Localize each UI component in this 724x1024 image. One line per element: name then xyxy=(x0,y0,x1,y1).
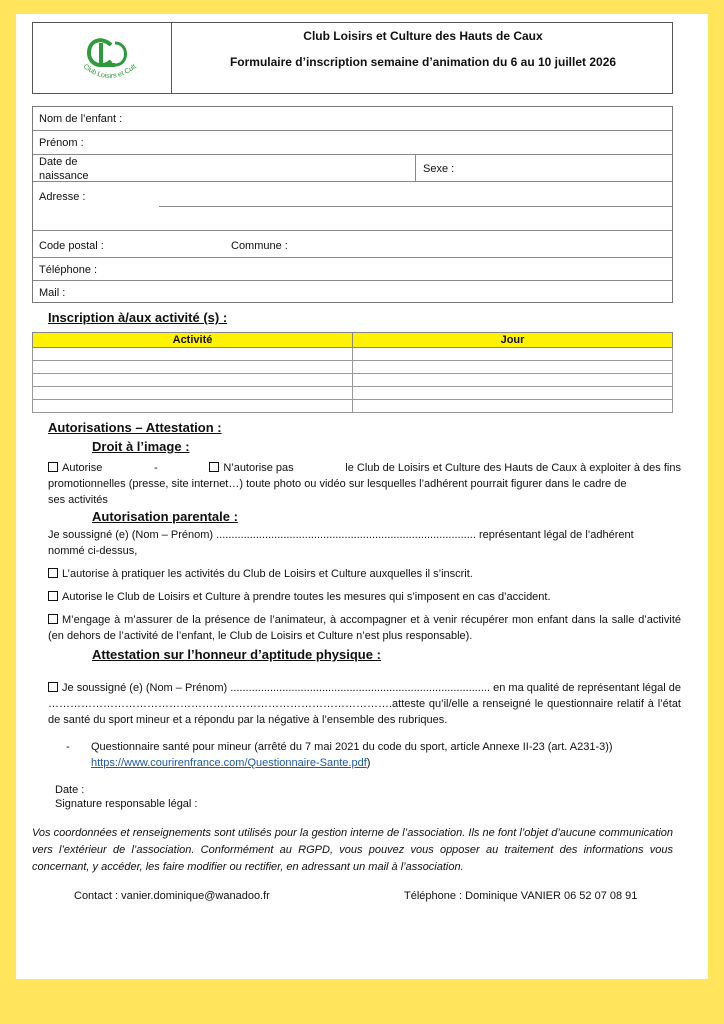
identity-form xyxy=(32,106,673,303)
check-1: L’autorise à pratiquer les activités du Club de Loisirs et Culture auxquelles il s’inscrit. xyxy=(48,566,681,582)
bullet-dash: - xyxy=(66,741,70,753)
birthdate-label-2: naissance xyxy=(39,170,89,182)
club-logo xyxy=(33,23,172,93)
image-rights-title: Droit à l’image : xyxy=(92,439,190,454)
activities-title: Inscription à/aux activité (s) : xyxy=(48,310,228,325)
phone-field[interactable]: Téléphone : xyxy=(39,264,98,276)
check-2-box[interactable] xyxy=(48,591,58,601)
aptitude-title: Attestation sur l’honneur d’aptitude physique : xyxy=(92,647,381,662)
check-3-box[interactable] xyxy=(48,614,58,624)
address-field[interactable]: Adresse : xyxy=(39,191,86,203)
activities-table xyxy=(32,332,673,413)
aptitude-checkbox[interactable] xyxy=(48,682,58,692)
table-row xyxy=(33,361,673,374)
authorise-checkbox[interactable] xyxy=(48,462,58,472)
form-title: Formulaire d’inscription semaine d’animation du 6 au 10 juillet 2026 xyxy=(229,55,617,69)
authorisations-title: Autorisations – Attestation : xyxy=(48,420,222,435)
table-row xyxy=(33,387,673,400)
check-1-box[interactable] xyxy=(48,568,58,578)
not-authorise-checkbox[interactable] xyxy=(209,462,219,472)
club-name: Club Loisirs et Culture des Hauts de Caux xyxy=(303,29,543,43)
questionnaire-item: Questionnaire santé pour mineur (arrêté du 7 mai 2021 du code du sport, article Annexe II-23 (art. A231-3)) https://www.courirenfrance.com/Questionnaire-Sante.pdf) xyxy=(91,741,613,769)
contact-email: Contact : vanier.dominique@wanadoo.fr xyxy=(74,890,270,902)
town-field[interactable]: Commune : xyxy=(231,240,288,252)
birthdate-label-1[interactable]: Date de xyxy=(39,156,78,168)
check-2: Autorise le Club de Loisirs et Culture à prendre toutes les mesures qui s’imposent en cas d’accident. xyxy=(48,589,681,605)
check-3: M’engage à m’assurer de la présence de l’animateur, à accompagner et à venir récupérer mon enfant dans la salle d’activité (en dehors de l’activité de l’enfant, le Club de Loisirs et Culture n’est plus responsable). xyxy=(48,614,681,642)
table-row xyxy=(33,374,673,387)
date-field[interactable]: Date : xyxy=(55,784,85,796)
svg-text:Club Loisirs et Culture: Club Loisirs et Cult xyxy=(81,63,138,81)
parental-text: Je soussigné (e) (Nom – Prénom) ..................................................................................... représentant légal de l’adhérent nommé ci-dessus, xyxy=(48,529,634,557)
rgpd-notice: Vos coordonnées et renseignements sont utilisés pour la gestion interne de l’association. Ils ne font l’objet d’aucune communication vers l’extérieur de l’association. Conformément au RGPD, vous pouvez vous opposer au traitement des informations vous concernant, y accéder, les faire modifier ou rectifier, en adressant un mail à l’association. xyxy=(32,827,673,873)
first-name-field[interactable]: Prénom : xyxy=(39,137,84,149)
postal-code-field[interactable]: Code postal : xyxy=(39,240,104,252)
email-field[interactable]: Mail : xyxy=(39,287,66,299)
col-jour: Jour xyxy=(353,333,673,348)
signature-field[interactable]: Signature responsable légal : xyxy=(55,798,198,810)
club-logo-icon xyxy=(33,23,171,93)
questionnaire-link[interactable]: https://www.courirenfrance.com/Questionnaire-Sante.pdf xyxy=(91,757,367,769)
col-activite: Activité xyxy=(33,333,353,348)
form-header xyxy=(32,22,673,94)
parental-title: Autorisation parentale : xyxy=(92,509,238,524)
child-name-field[interactable]: Nom de l’enfant : xyxy=(39,113,123,125)
aptitude-text: Je soussigné (e) (Nom – Prénom) ..................................................................................... en ma qualité de représentant légal de ………………………………………………………………………………….atteste qu’il/elle a renseigné le questionnaire relatif à l’état de santé du sport mineur et a répondu par la négative à l’ensemble des rubriques. xyxy=(48,682,681,726)
image-rights-text: Autorise - N’autorise pas le Club de Loisirs et Culture des Hauts de Caux à exploiter à des fins promotionnelles (presse, site internet…) toute photo ou vidéo sur lesquelles l’adhérent pourrait figurer dans le cadre de ses activités xyxy=(48,462,681,506)
sex-field[interactable]: Sexe : xyxy=(423,163,455,175)
table-row xyxy=(33,400,673,413)
table-row xyxy=(33,348,673,361)
contact-phone: Téléphone : Dominique VANIER 06 52 07 08 91 xyxy=(404,890,638,902)
